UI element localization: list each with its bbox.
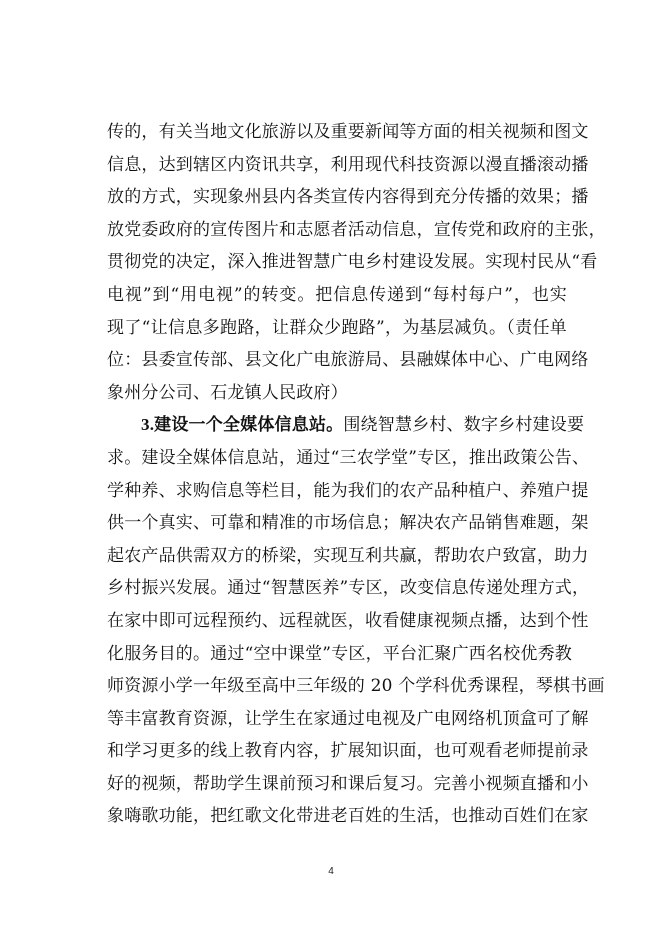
- paragraph-line: 放党委政府的宣传图片和志愿者活动信息，宣传党和政府的主张，: [107, 219, 606, 240]
- paragraph-line: 起农产品供需双方的桥梁，实现互利共赢，帮助农户致富，助力: [107, 545, 589, 566]
- body-text: [107, 116, 606, 833]
- paragraph-1: [107, 116, 606, 409]
- paragraph-line: 象嗨歌功能，把红歌文化带进老百姓的生活，也推动百姓们在家: [107, 806, 589, 827]
- paragraph-line: 电视”到“用电视”的转变。把信息传递到“每村每户”，也实: [107, 284, 567, 305]
- section-3-heading-line: [107, 409, 585, 442]
- paragraph-line: 学种养、求购信息等栏目，能为我们的农产品种植户、养殖户提: [107, 480, 589, 501]
- paragraph-line: 师资源小学一年级至高中三年级的 20 个学科优秀课程，琴棋书画: [107, 676, 605, 697]
- paragraph-line: 求。建设全媒体信息站，通过“三农学堂”专区，推出政策公告、: [107, 447, 590, 468]
- paragraph-line: 等丰富教育资源，让学生在家通过电视及广电网络机顶盒可了解: [107, 708, 589, 729]
- paragraph-line: 现了“让信息多跑路，让群众少跑路”，为基层减负。（责任单: [107, 317, 567, 338]
- paragraph-line: 信息，达到辖区内资讯共享，利用现代科技资源以漫直播滚动播: [107, 154, 589, 175]
- section-3: [107, 409, 605, 833]
- paragraph-line: 和学习更多的线上教育内容，扩展知识面，也可观看老师提前录: [107, 741, 589, 762]
- paragraph-line: 贯彻党的决定，深入推进智慧广电乡村建设发展。实现村民从“看: [107, 252, 598, 273]
- paragraph-line: 化服务目的。通过“空中课堂”专区，平台汇聚广西名校优秀教: [107, 643, 572, 664]
- paragraph-line: 好的视频，帮助学生课前预习和课后复习。完善小视频直播和小: [107, 773, 589, 794]
- paragraph-line: 在家中即可远程预约、远程就医，收看健康视频点播，达到个性: [107, 610, 589, 631]
- paragraph-line: 传的，有关当地文化旅游以及重要新闻等方面的相关视频和图文: [107, 122, 589, 142]
- paragraph-line: 乡村振兴发展。通过“智慧医养”专区，改变信息传递处理方式，: [107, 578, 590, 599]
- paragraph-line: 供一个真实、可靠和精准的市场信息；解决农产品销售难题，架: [107, 513, 589, 534]
- section-title: 建设一个全媒体信息站。: [154, 415, 344, 436]
- section-number: 3.: [141, 415, 155, 435]
- paragraph-line: 放的方式，实现象州县内各类宣传内容得到充分传播的效果；播: [107, 187, 589, 208]
- page-number: 4: [328, 866, 334, 877]
- paragraph-line: 象州分公司、石龙镇人民政府）: [107, 382, 348, 403]
- paragraph-line: 位：县委宣传部、县文化广电旅游局、县融媒体中心、广电网络: [107, 350, 589, 371]
- section-intro-text: 围绕智慧乡村、数字乡村建设要: [343, 415, 585, 436]
